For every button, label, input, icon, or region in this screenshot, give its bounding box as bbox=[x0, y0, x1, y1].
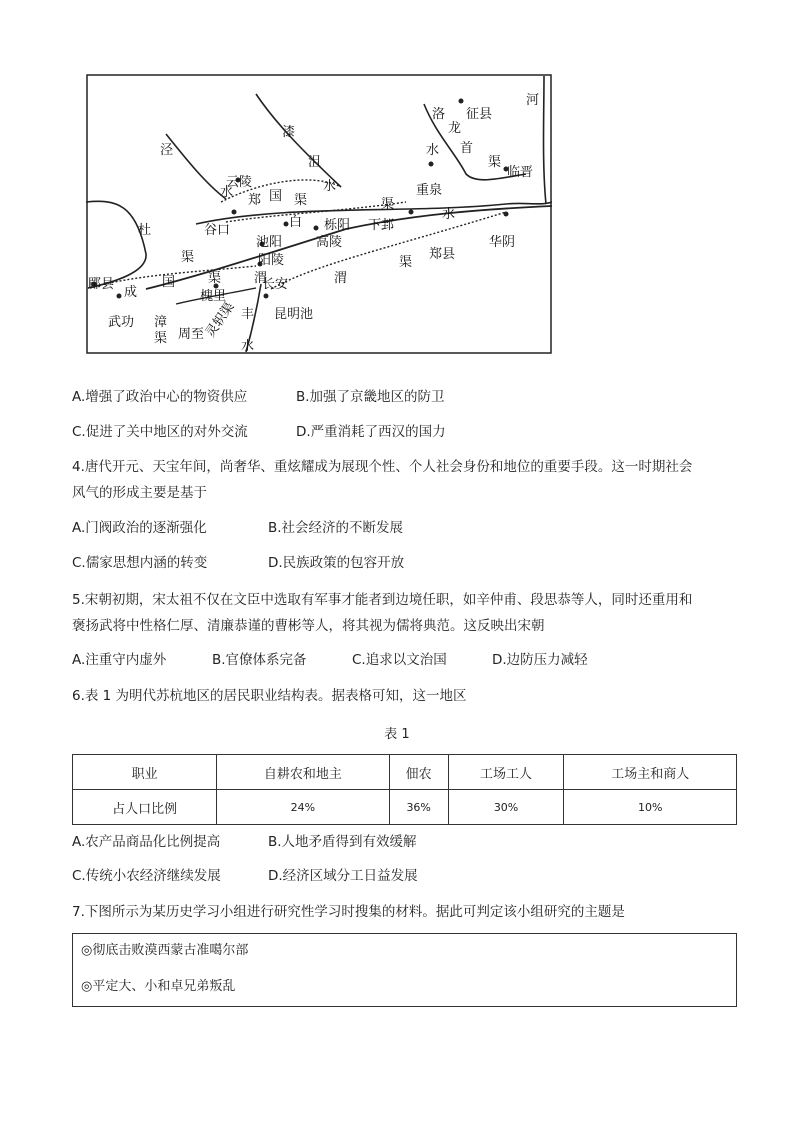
table-row bbox=[73, 790, 737, 825]
q6-option-a[interactable]: A.农产品商品化比例提高 bbox=[72, 834, 221, 850]
q7-material-box bbox=[72, 933, 737, 1007]
map-label: 渠 bbox=[208, 271, 222, 286]
map-svg bbox=[86, 74, 552, 354]
q4-option-b[interactable]: B.社会经济的不断发展 bbox=[268, 520, 404, 536]
canal-map bbox=[86, 74, 552, 354]
table-header-cell: 职业 bbox=[73, 755, 217, 790]
q4-stem-line2: 风气的形成主要是基于 bbox=[72, 485, 207, 501]
q4-option-c[interactable]: C.儒家思想内涵的转变 bbox=[72, 555, 208, 571]
map-label: 国 bbox=[269, 189, 283, 204]
table-cell: 36% bbox=[389, 790, 448, 825]
table-cell: 30% bbox=[448, 790, 564, 825]
q5-stem-line2: 褒扬武将中性格仁厚、清廉恭谨的曹彬等人，将其视为儒将典范。这反映出宋朝 bbox=[72, 618, 545, 634]
map-label: 水 bbox=[426, 143, 440, 158]
table-cell: 10% bbox=[564, 790, 737, 825]
map-label: 渠 bbox=[488, 155, 502, 170]
map-label: 渭 bbox=[254, 271, 268, 286]
map-label: 郑县 bbox=[429, 247, 456, 262]
map-label: 阳陵 bbox=[258, 253, 285, 268]
map-label: 渠 bbox=[181, 250, 195, 265]
map-label: 渭 bbox=[334, 271, 348, 286]
q7-material-item: ◎平定大、小和卓兄弟叛乱 bbox=[81, 979, 236, 994]
map-label: 沮 bbox=[308, 155, 322, 170]
map-label: 渠 bbox=[294, 193, 308, 208]
q4-stem bbox=[72, 454, 732, 506]
map-label: 长安 bbox=[262, 277, 289, 292]
table-header-cell: 自耕农和地主 bbox=[217, 755, 390, 790]
map-label: 漳 bbox=[154, 315, 168, 330]
map-label: 龙 bbox=[448, 121, 462, 136]
q6-option-b[interactable]: B.人地矛盾得到有效缓解 bbox=[268, 834, 417, 850]
map-label: 临晋 bbox=[507, 165, 534, 180]
map-label: 水 bbox=[442, 207, 456, 222]
q5-stem bbox=[72, 587, 732, 639]
map-label: 渠 bbox=[399, 255, 413, 270]
map-label: 洛 bbox=[432, 107, 446, 122]
map-label: 征县 bbox=[466, 107, 493, 122]
q4-stem-line1: 4.唐代开元、天宝年间，尚奢华、重炫耀成为展现个性、个人社会身份和地位的重要手段。这一时期社会 bbox=[72, 459, 693, 475]
map-label: 下邽 bbox=[368, 218, 395, 233]
table-row-label: 占人口比例 bbox=[73, 790, 217, 825]
q5-option-a[interactable]: A.注重守内虚外 bbox=[72, 652, 167, 668]
map-label: 郑 bbox=[248, 193, 262, 208]
map-label: 漆 bbox=[282, 125, 296, 140]
map-label: 槐里 bbox=[200, 289, 227, 304]
map-label: 水 bbox=[241, 339, 255, 354]
q4-option-d[interactable]: D.民族政策的包容开放 bbox=[268, 555, 405, 571]
map-label: 国 bbox=[162, 275, 176, 290]
q5-option-d[interactable]: D.边防压力减轻 bbox=[492, 652, 588, 668]
map-label: 云陵 bbox=[226, 175, 253, 190]
q5-option-c[interactable]: C.追求以文治国 bbox=[352, 652, 447, 668]
map-label: 重泉 bbox=[416, 183, 443, 198]
map-label: 成 bbox=[124, 285, 138, 300]
map-label: 杜 bbox=[138, 223, 152, 238]
table-header-cell: 工场工人 bbox=[448, 755, 564, 790]
map-label: 华阴 bbox=[489, 235, 516, 250]
map-label: 郿县 bbox=[88, 277, 115, 292]
map-label: 灵轵渠 bbox=[202, 299, 238, 341]
table-caption: 表 1 bbox=[384, 727, 410, 742]
table-header-cell: 工场主和商人 bbox=[564, 755, 737, 790]
map-label: 河 bbox=[526, 93, 540, 108]
map-label: 高陵 bbox=[316, 235, 343, 250]
q6-option-d[interactable]: D.经济区域分工日益发展 bbox=[268, 868, 418, 884]
q6-stem: 6.表 1 为明代苏杭地区的居民职业结构表。据表格可知，这一地区 bbox=[72, 688, 467, 704]
map-label: 渠 bbox=[154, 331, 168, 346]
q3-option-c[interactable]: C.促进了关中地区的对外交流 bbox=[72, 424, 248, 440]
table-header-row bbox=[73, 755, 737, 790]
map-label: 渠 bbox=[381, 197, 395, 212]
q6-option-c[interactable]: C.传统小农经济继续发展 bbox=[72, 868, 221, 884]
table-cell: 24% bbox=[217, 790, 390, 825]
map-label: 池阳 bbox=[256, 235, 283, 250]
table-header-cell: 佃农 bbox=[389, 755, 448, 790]
q7-stem: 7.下图所示为某历史学习小组进行研究性学习时搜集的材料。据此可判定该小组研究的主题是 bbox=[72, 904, 625, 920]
map-label: 武功 bbox=[108, 315, 135, 330]
map-label: 水 bbox=[323, 179, 337, 194]
map-label: 谷口 bbox=[204, 223, 231, 238]
map-label: 白 bbox=[289, 215, 303, 230]
map-label: 丰 bbox=[241, 307, 255, 322]
q3-option-a[interactable]: A.增强了政治中心的物资供应 bbox=[72, 389, 248, 405]
map-label: 昆明池 bbox=[274, 307, 314, 322]
map-label: 水 bbox=[220, 185, 234, 200]
q5-stem-line1: 5.宋朝初期，宋太祖不仅在文臣中选取有军事才能者到边境任职，如辛仲甫、段思恭等人，同时还重用和 bbox=[72, 592, 693, 608]
q3-option-d[interactable]: D.严重消耗了西汉的国力 bbox=[296, 424, 446, 440]
map-label: 泾 bbox=[160, 143, 174, 158]
q7-material-item: ◎彻底击败漠西蒙古准噶尔部 bbox=[81, 943, 249, 958]
q5-option-b[interactable]: B.官僚体系完备 bbox=[212, 652, 307, 668]
map-label: 首 bbox=[460, 141, 474, 156]
occupation-table bbox=[72, 754, 737, 825]
q3-option-b[interactable]: B.加强了京畿地区的防卫 bbox=[296, 389, 445, 405]
map-label: 栎阳 bbox=[324, 218, 351, 233]
map-label: 周至 bbox=[178, 327, 205, 342]
q4-option-a[interactable]: A.门阀政治的逐渐强化 bbox=[72, 520, 207, 536]
